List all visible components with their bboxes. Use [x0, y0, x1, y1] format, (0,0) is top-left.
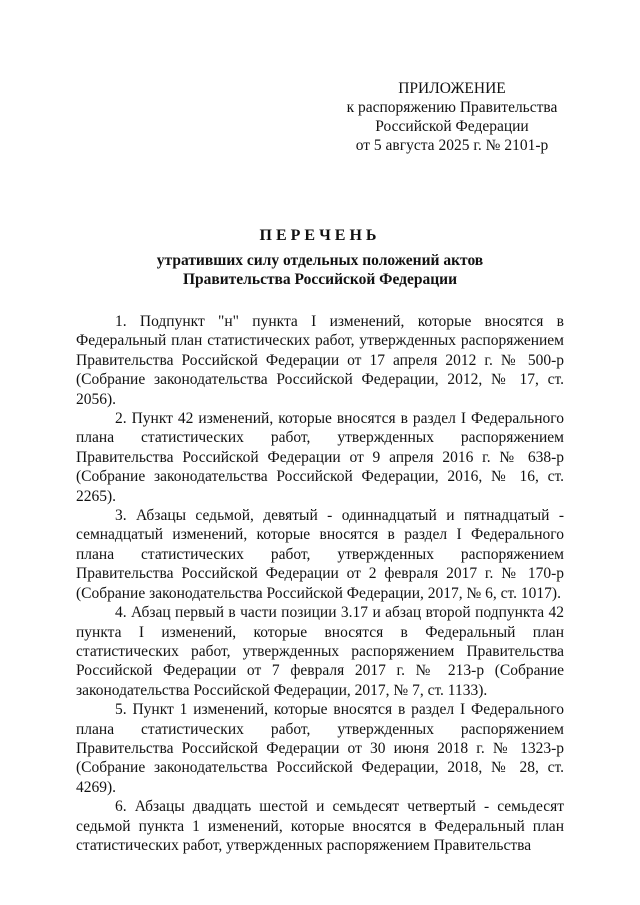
list-item: 4. Абзац первый в части позиции 3.17 и абзац второй подпункта 42 пункта I изменений, которые вносятся в Федеральный план статистических работ, утвержденных распоряжением Правительства Российской Федерации от 7 февраля 2017 г. № 213-р (Собрание законодательства Российской Федерации, 2017, № 7, ст. 1133).	[76, 604, 564, 699]
subtitle-line: утративших силу отдельных положений актов	[156, 252, 484, 269]
subtitle-line: Правительства Российской Федерации	[182, 271, 458, 288]
document-body	[76, 312, 564, 855]
list-item: 3. Абзацы седьмой, девятый - одиннадцатый и пятнадцатый - семнадцатый изменений, которые вносятся в раздел I Федерального плана статистических работ, утвержденных распоряжением Правительства Российской Федерации от 2 февраля 2017 г. № 170-р (Собрание законодательства Российской Федерации, 2017, № 6, ст. 1017).	[76, 507, 564, 602]
list-item: 1. Подпункт "н" пункта I изменений, которые вносятся в Федеральный план статистических работ, утвержденных распоряжением Правительства Российской Федерации от 17 апреля 2012 г. № 500-р (Собрание законодательства Российской Федерации, 2012, № 17, ст. 2056).	[76, 313, 564, 408]
appendix-label: ПРИЛОЖЕНИЕ	[398, 80, 506, 97]
appendix-line: к распоряжению Правительства	[346, 99, 558, 116]
document-subtitle	[75, 251, 565, 289]
appendix-header	[340, 79, 564, 155]
list-item: 2. Пункт 42 изменений, которые вносятся в раздел I Федерального плана статистических работ, утвержденных распоряжением Правительства Российской Федерации от 9 апреля 2016 г. № 638-р (Собрание законодательства Российской Федерации, 2016, № 16, ст. 2265).	[76, 410, 564, 505]
appendix-date-line: от 5 августа 2025 г. № 2101-р	[355, 137, 549, 154]
appendix-line: Российской Федерации	[375, 118, 529, 135]
list-item: 6. Абзацы двадцать шестой и семьдесят четвертый - семьдесят седьмой пункта 1 изменений, которые вносятся в Федеральный план статистических работ, утвержденных распоряжением Правительства	[76, 798, 564, 854]
list-item: 5. Пункт 1 изменений, которые вносятся в раздел I Федерального плана статистических работ, утвержденных распоряжением Правительства Российской Федерации от 30 июня 2018 г. № 1323-р (Собрание законодательства Российской Федерации, 2018, № 28, ст. 4269).	[76, 701, 564, 796]
document-title: ПЕРЕЧЕНЬ	[259, 227, 381, 244]
